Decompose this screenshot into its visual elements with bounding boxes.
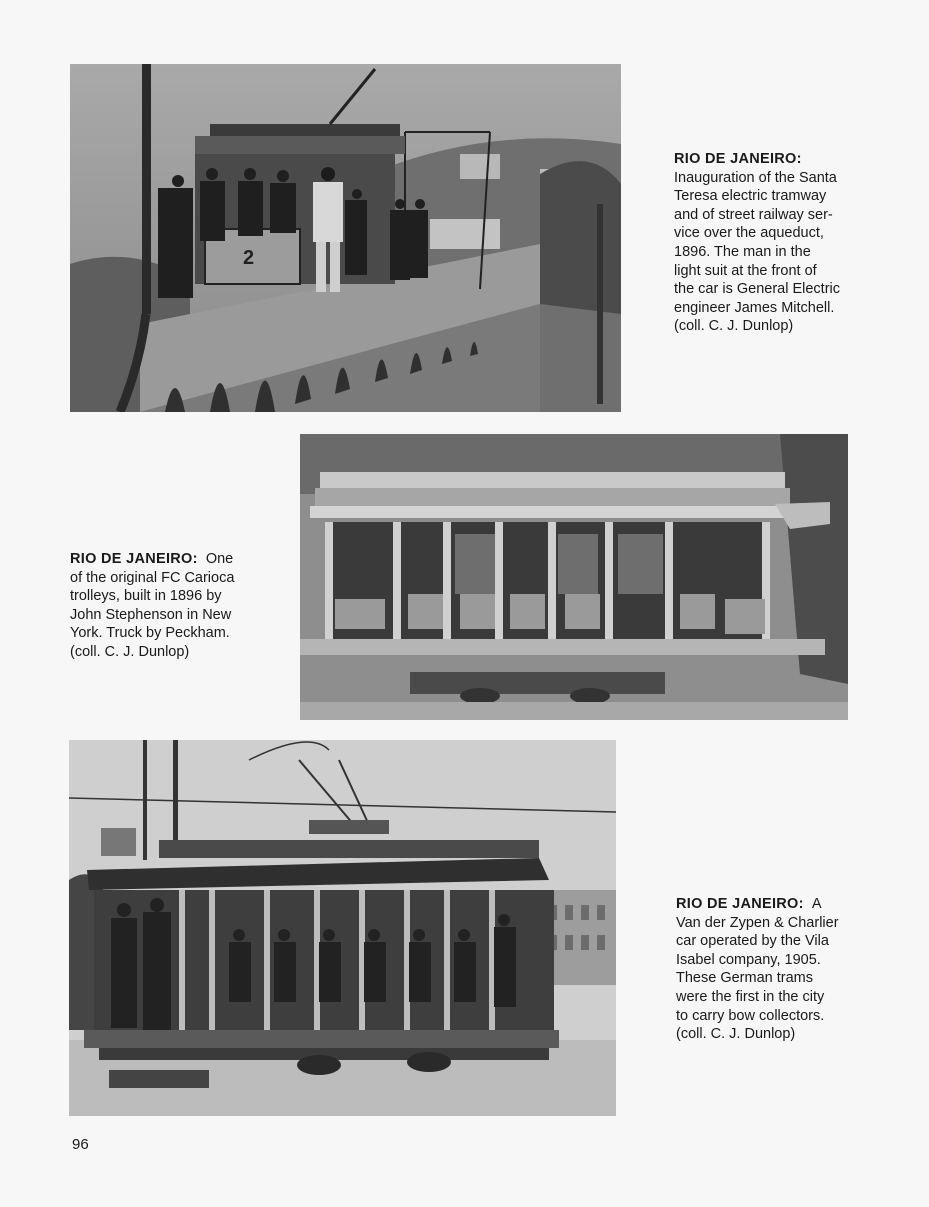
caption-line: 1896. The man in the <box>674 243 811 260</box>
caption-line: Teresa electric tramway <box>674 188 827 205</box>
caption-line: York. Truck by Peckham. <box>70 625 230 642</box>
caption-photo-3: RIO DE JANEIRO: A Van der Zypen & Charlier car operated by the Vila Isabel company, 1905. These German trams were the first in the city to carry bow collectors. (coll. C. J. Dunlop) <box>676 895 876 1044</box>
caption-lead: One <box>205 551 234 567</box>
caption-line: to carry bow collectors. <box>676 1007 825 1024</box>
caption-place: RIO DE JANEIRO <box>674 151 797 167</box>
caption-line: and of street railway ser- <box>674 206 833 223</box>
caption-photo-2: RIO DE JANEIRO: One of the original FC Carioca trolleys, built in 1896 by John Stephenson in New York. Truck by Peckham. (coll. C. J. Dunlop) <box>70 550 280 662</box>
caption-line: John Stephenson in New <box>70 606 232 623</box>
caption-line: (coll. C. J. Dunlop) <box>70 643 190 660</box>
caption-line: Van der Zypen & Charlier <box>676 914 839 931</box>
caption-line: the car is General Electric <box>674 281 841 298</box>
caption-place: RIO DE JANEIRO <box>70 551 193 567</box>
caption-line: Inauguration of the Santa <box>674 169 837 186</box>
tram-number: 2 <box>243 247 255 269</box>
caption-line: Isabel company, 1905. <box>676 951 821 968</box>
caption-lead: A <box>811 896 822 912</box>
photo-fc-carioca-trolley <box>300 434 848 720</box>
photo-santa-teresa-tram <box>70 64 621 412</box>
page-number: 96 <box>72 1136 89 1153</box>
caption-photo-1: RIO DE JANEIRO: Inauguration of the Santa Teresa electric tramway and of street railway ser- vice over the aqueduct, 1896. The man in the light suit at the front of the car is General Electric engineer James Mitchell. (coll. C. J. Dunlop) <box>674 150 874 336</box>
caption-line: (coll. C. J. Dunlop) <box>674 318 794 335</box>
caption-line: engineer James Mitchell. <box>674 299 835 316</box>
caption-line: vice over the aqueduct, <box>674 225 824 242</box>
caption-place: RIO DE JANEIRO <box>676 896 799 912</box>
photo-vila-isabel-tram <box>69 740 616 1116</box>
caption-line: were the first in the city <box>676 988 825 1005</box>
caption-line: These German trams <box>676 970 813 987</box>
caption-line: light suit at the front of <box>674 262 817 279</box>
caption-line: (coll. C. J. Dunlop) <box>676 1026 796 1043</box>
caption-line: car operated by the Vila <box>676 933 829 950</box>
caption-line: trolleys, built in 1896 by <box>70 588 222 605</box>
caption-line: of the original FC Carioca <box>70 569 235 586</box>
